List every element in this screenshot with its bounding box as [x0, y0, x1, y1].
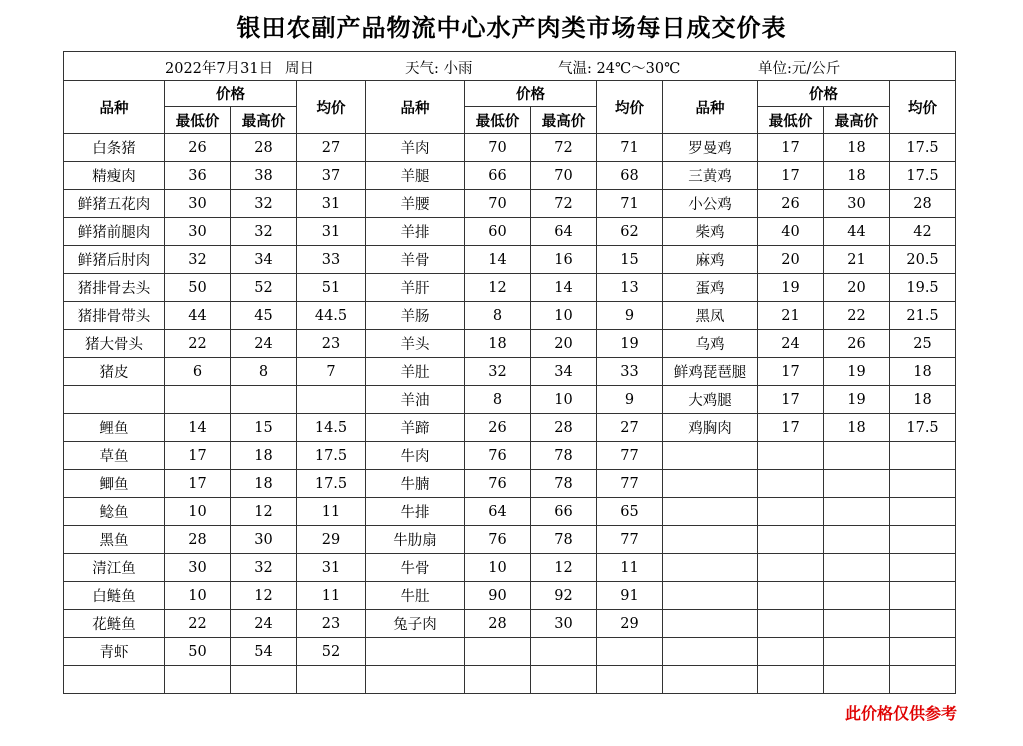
table-row: [64, 582, 956, 610]
cell-avg: 9: [597, 386, 663, 414]
cell-max: 24: [231, 610, 297, 638]
cell-product: 羊骨: [366, 246, 465, 274]
cell-min: 50: [165, 274, 231, 302]
date-text: 2022年7月31日: [165, 61, 274, 77]
header-avg: 均价: [890, 81, 956, 134]
cell-min: [758, 470, 824, 498]
cell-product: [663, 526, 758, 554]
cell-avg: 14.5: [297, 414, 366, 442]
header-product: 品种: [366, 81, 465, 134]
cell-min: [758, 526, 824, 554]
cell-product: 鲜猪前腿肉: [64, 218, 165, 246]
table-row: [64, 442, 956, 470]
cell-product: 柴鸡: [663, 218, 758, 246]
cell-max: 20: [824, 274, 890, 302]
cell-product: 黑鱼: [64, 526, 165, 554]
cell-min: 17: [758, 414, 824, 442]
cell-avg: 21.5: [890, 302, 956, 330]
cell-product: 牛排: [366, 498, 465, 526]
cell-avg: 31: [297, 554, 366, 582]
cell-avg: 37: [297, 162, 366, 190]
cell-avg: 11: [597, 554, 663, 582]
cell-max: 10: [531, 386, 597, 414]
cell-min: [758, 610, 824, 638]
cell-min: 20: [758, 246, 824, 274]
cell-min: 12: [465, 274, 531, 302]
table-row: [64, 190, 956, 218]
cell-avg: 11: [297, 498, 366, 526]
cell-product: 羊肉: [366, 134, 465, 162]
header-max: 最高价: [531, 107, 597, 134]
cell-avg: 33: [597, 358, 663, 386]
cell-min: 17: [758, 358, 824, 386]
cell-max: 64: [531, 218, 597, 246]
cell-avg: 19: [597, 330, 663, 358]
cell-min: 26: [758, 190, 824, 218]
cell-max: 32: [231, 190, 297, 218]
cell-product: 牛腩: [366, 470, 465, 498]
cell-min: [165, 666, 231, 694]
cell-avg: 71: [597, 190, 663, 218]
cell-avg: 31: [297, 190, 366, 218]
header-product: 品种: [663, 81, 758, 134]
cell-min: [758, 638, 824, 666]
header-row-2: [64, 107, 956, 134]
cell-max: 54: [231, 638, 297, 666]
cell-min: 28: [465, 610, 531, 638]
cell-product: 羊蹄: [366, 414, 465, 442]
cell-product: 兔子肉: [366, 610, 465, 638]
cell-max: 24: [231, 330, 297, 358]
cell-min: 8: [465, 302, 531, 330]
cell-avg: [597, 666, 663, 694]
cell-avg: 77: [597, 442, 663, 470]
cell-max: 72: [531, 190, 597, 218]
cell-min: 8: [465, 386, 531, 414]
cell-min: 64: [465, 498, 531, 526]
cell-min: 10: [165, 498, 231, 526]
cell-avg: 17.5: [890, 162, 956, 190]
cell-product: 猪排骨带头: [64, 302, 165, 330]
cell-product: 鸡胸肉: [663, 414, 758, 442]
cell-product: 鲜猪五花肉: [64, 190, 165, 218]
cell-max: [824, 442, 890, 470]
table-row: [64, 470, 956, 498]
cell-avg: 29: [597, 610, 663, 638]
cell-min: 18: [465, 330, 531, 358]
cell-avg: 9: [597, 302, 663, 330]
info-cell: [64, 52, 956, 81]
cell-product: 牛肉: [366, 442, 465, 470]
cell-min: [758, 666, 824, 694]
cell-max: 8: [231, 358, 297, 386]
cell-product: 麻鸡: [663, 246, 758, 274]
cell-product: [663, 470, 758, 498]
cell-product: [366, 638, 465, 666]
cell-product: 蛋鸡: [663, 274, 758, 302]
cell-product: 鲜鸡琵琶腿: [663, 358, 758, 386]
cell-min: 21: [758, 302, 824, 330]
header-product: 品种: [64, 81, 165, 134]
temperature-text: 气温: 24℃～30℃: [558, 61, 681, 77]
cell-max: 45: [231, 302, 297, 330]
cell-min: 24: [758, 330, 824, 358]
cell-avg: 23: [297, 610, 366, 638]
cell-avg: 17.5: [890, 134, 956, 162]
cell-min: [465, 638, 531, 666]
cell-avg: 27: [297, 134, 366, 162]
cell-avg: [890, 554, 956, 582]
cell-min: 66: [465, 162, 531, 190]
cell-max: [824, 526, 890, 554]
table-row: [64, 526, 956, 554]
cell-max: [824, 498, 890, 526]
cell-max: 32: [231, 554, 297, 582]
cell-min: [758, 498, 824, 526]
cell-avg: 15: [597, 246, 663, 274]
cell-min: 44: [165, 302, 231, 330]
cell-avg: 23: [297, 330, 366, 358]
cell-min: 30: [165, 554, 231, 582]
cell-product: [366, 666, 465, 694]
cell-product: 羊油: [366, 386, 465, 414]
cell-max: 30: [231, 526, 297, 554]
cell-avg: [890, 526, 956, 554]
cell-max: 14: [531, 274, 597, 302]
cell-product: 大鸡腿: [663, 386, 758, 414]
table-row: [64, 610, 956, 638]
cell-avg: [890, 638, 956, 666]
unit-text: 单位:元/公斤: [758, 61, 841, 77]
cell-product: 羊肚: [366, 358, 465, 386]
cell-max: [824, 610, 890, 638]
table-row: [64, 358, 956, 386]
header-price: 价格: [465, 81, 597, 107]
cell-max: 18: [824, 414, 890, 442]
cell-product: 青虾: [64, 638, 165, 666]
cell-max: [824, 554, 890, 582]
cell-max: 72: [531, 134, 597, 162]
cell-min: 36: [165, 162, 231, 190]
cell-min: 17: [758, 386, 824, 414]
cell-avg: [890, 582, 956, 610]
cell-product: 羊腰: [366, 190, 465, 218]
cell-min: 32: [165, 246, 231, 274]
cell-product: 鲶鱼: [64, 498, 165, 526]
cell-max: 12: [231, 498, 297, 526]
cell-min: 22: [165, 330, 231, 358]
cell-avg: [297, 666, 366, 694]
cell-max: 22: [824, 302, 890, 330]
cell-min: 90: [465, 582, 531, 610]
cell-product: [663, 554, 758, 582]
cell-min: 10: [165, 582, 231, 610]
cell-max: 78: [531, 442, 597, 470]
table-row: [64, 302, 956, 330]
cell-min: 10: [465, 554, 531, 582]
cell-max: [531, 638, 597, 666]
cell-min: [758, 582, 824, 610]
header-avg: 均价: [597, 81, 663, 134]
cell-min: 76: [465, 442, 531, 470]
cell-max: [531, 666, 597, 694]
cell-min: 76: [465, 470, 531, 498]
header-max: 最高价: [824, 107, 890, 134]
cell-product: 黑凤: [663, 302, 758, 330]
cell-min: 14: [165, 414, 231, 442]
cell-max: 52: [231, 274, 297, 302]
cell-max: 32: [231, 218, 297, 246]
cell-max: [231, 666, 297, 694]
table-row: [64, 638, 956, 666]
cell-product: [663, 582, 758, 610]
cell-avg: [890, 442, 956, 470]
cell-product: 清江鱼: [64, 554, 165, 582]
cell-max: 10: [531, 302, 597, 330]
cell-avg: 68: [597, 162, 663, 190]
cell-min: 17: [758, 134, 824, 162]
cell-product: 牛肋扇: [366, 526, 465, 554]
table-row: [64, 274, 956, 302]
cell-avg: 44.5: [297, 302, 366, 330]
header-min: 最低价: [165, 107, 231, 134]
cell-min: 17: [165, 470, 231, 498]
cell-product: 羊头: [366, 330, 465, 358]
cell-avg: 28: [890, 190, 956, 218]
cell-min: 70: [465, 190, 531, 218]
cell-min: 76: [465, 526, 531, 554]
cell-min: 6: [165, 358, 231, 386]
header-price: 价格: [165, 81, 297, 107]
cell-max: 92: [531, 582, 597, 610]
cell-avg: 71: [597, 134, 663, 162]
table-row: [64, 386, 956, 414]
cell-min: 28: [165, 526, 231, 554]
cell-product: [64, 386, 165, 414]
cell-max: 38: [231, 162, 297, 190]
cell-product: [663, 638, 758, 666]
cell-avg: [890, 666, 956, 694]
cell-min: 14: [465, 246, 531, 274]
cell-max: 26: [824, 330, 890, 358]
cell-product: 白鲢鱼: [64, 582, 165, 610]
cell-avg: 18: [890, 386, 956, 414]
cell-min: [758, 442, 824, 470]
cell-product: 花鲢鱼: [64, 610, 165, 638]
cell-max: 78: [531, 470, 597, 498]
cell-product: 猪排骨去头: [64, 274, 165, 302]
cell-product: 猪皮: [64, 358, 165, 386]
cell-min: 30: [165, 218, 231, 246]
page-title: 银田农副产品物流中心水产肉类市场每日成交价表: [236, 13, 787, 42]
table-row: [64, 414, 956, 442]
cell-max: 18: [231, 442, 297, 470]
cell-min: [165, 386, 231, 414]
header-max: 最高价: [231, 107, 297, 134]
table-row: [64, 554, 956, 582]
cell-max: 15: [231, 414, 297, 442]
cell-max: [824, 666, 890, 694]
cell-min: 17: [165, 442, 231, 470]
cell-product: 鲜猪后肘肉: [64, 246, 165, 274]
cell-max: [824, 582, 890, 610]
cell-product: 猪大骨头: [64, 330, 165, 358]
cell-max: 30: [824, 190, 890, 218]
table-row: [64, 330, 956, 358]
cell-avg: [890, 610, 956, 638]
header-row-1: [64, 81, 956, 107]
cell-min: 50: [165, 638, 231, 666]
cell-max: 21: [824, 246, 890, 274]
cell-product: [64, 666, 165, 694]
cell-max: 12: [231, 582, 297, 610]
cell-min: [465, 666, 531, 694]
cell-max: 28: [531, 414, 597, 442]
cell-min: 40: [758, 218, 824, 246]
cell-max: 28: [231, 134, 297, 162]
cell-avg: [597, 638, 663, 666]
table-row: [64, 246, 956, 274]
cell-max: 18: [824, 134, 890, 162]
table-row: [64, 162, 956, 190]
cell-product: 羊肠: [366, 302, 465, 330]
cell-max: 34: [531, 358, 597, 386]
price-table: [63, 51, 956, 694]
cell-max: 12: [531, 554, 597, 582]
cell-avg: 19.5: [890, 274, 956, 302]
cell-avg: 18: [890, 358, 956, 386]
cell-product: 牛肚: [366, 582, 465, 610]
cell-product: 白条猪: [64, 134, 165, 162]
table-row: [64, 666, 956, 694]
cell-product: [663, 666, 758, 694]
cell-product: 羊排: [366, 218, 465, 246]
cell-avg: 17.5: [890, 414, 956, 442]
header-price: 价格: [758, 81, 890, 107]
cell-max: 66: [531, 498, 597, 526]
cell-avg: 65: [597, 498, 663, 526]
header-min: 最低价: [465, 107, 531, 134]
cell-avg: 29: [297, 526, 366, 554]
cell-min: 26: [165, 134, 231, 162]
cell-product: 小公鸡: [663, 190, 758, 218]
cell-max: 19: [824, 358, 890, 386]
header-avg: 均价: [297, 81, 366, 134]
cell-min: 19: [758, 274, 824, 302]
cell-product: 精瘦肉: [64, 162, 165, 190]
cell-avg: 91: [597, 582, 663, 610]
cell-product: 鲤鱼: [64, 414, 165, 442]
cell-avg: [297, 386, 366, 414]
cell-min: [758, 554, 824, 582]
cell-avg: 52: [297, 638, 366, 666]
cell-product: 罗曼鸡: [663, 134, 758, 162]
cell-min: 60: [465, 218, 531, 246]
cell-product: 三黄鸡: [663, 162, 758, 190]
cell-avg: 7: [297, 358, 366, 386]
table-row: [64, 134, 956, 162]
cell-product: 鲫鱼: [64, 470, 165, 498]
cell-avg: 77: [597, 526, 663, 554]
cell-product: [663, 498, 758, 526]
cell-max: 70: [531, 162, 597, 190]
cell-max: 20: [531, 330, 597, 358]
cell-max: 18: [231, 470, 297, 498]
cell-avg: 77: [597, 470, 663, 498]
cell-min: 17: [758, 162, 824, 190]
cell-max: 18: [824, 162, 890, 190]
cell-avg: 33: [297, 246, 366, 274]
cell-avg: 62: [597, 218, 663, 246]
weekday-text: 周日: [285, 61, 314, 77]
cell-product: 羊肝: [366, 274, 465, 302]
cell-max: [824, 638, 890, 666]
cell-min: 32: [465, 358, 531, 386]
cell-max: 34: [231, 246, 297, 274]
cell-min: 22: [165, 610, 231, 638]
cell-avg: 51: [297, 274, 366, 302]
cell-avg: 13: [597, 274, 663, 302]
cell-max: 19: [824, 386, 890, 414]
cell-avg: 11: [297, 582, 366, 610]
cell-min: 26: [465, 414, 531, 442]
cell-product: 牛骨: [366, 554, 465, 582]
cell-product: [663, 442, 758, 470]
cell-max: 16: [531, 246, 597, 274]
cell-avg: [890, 470, 956, 498]
info-row: [64, 52, 956, 81]
cell-max: [231, 386, 297, 414]
header-min: 最低价: [758, 107, 824, 134]
cell-avg: 17.5: [297, 442, 366, 470]
cell-max: 78: [531, 526, 597, 554]
cell-avg: 31: [297, 218, 366, 246]
cell-avg: 42: [890, 218, 956, 246]
weather-text: 天气: 小雨: [405, 61, 473, 77]
cell-avg: 20.5: [890, 246, 956, 274]
table-row: [64, 218, 956, 246]
cell-product: 羊腿: [366, 162, 465, 190]
cell-min: 30: [165, 190, 231, 218]
cell-max: 30: [531, 610, 597, 638]
cell-avg: 27: [597, 414, 663, 442]
cell-avg: [890, 498, 956, 526]
cell-product: [663, 610, 758, 638]
table-row: [64, 498, 956, 526]
cell-max: [824, 470, 890, 498]
footer-note: 此价格仅供参考: [844, 704, 957, 723]
cell-product: 乌鸡: [663, 330, 758, 358]
cell-max: 44: [824, 218, 890, 246]
cell-avg: 25: [890, 330, 956, 358]
cell-min: 70: [465, 134, 531, 162]
cell-product: 草鱼: [64, 442, 165, 470]
cell-avg: 17.5: [297, 470, 366, 498]
